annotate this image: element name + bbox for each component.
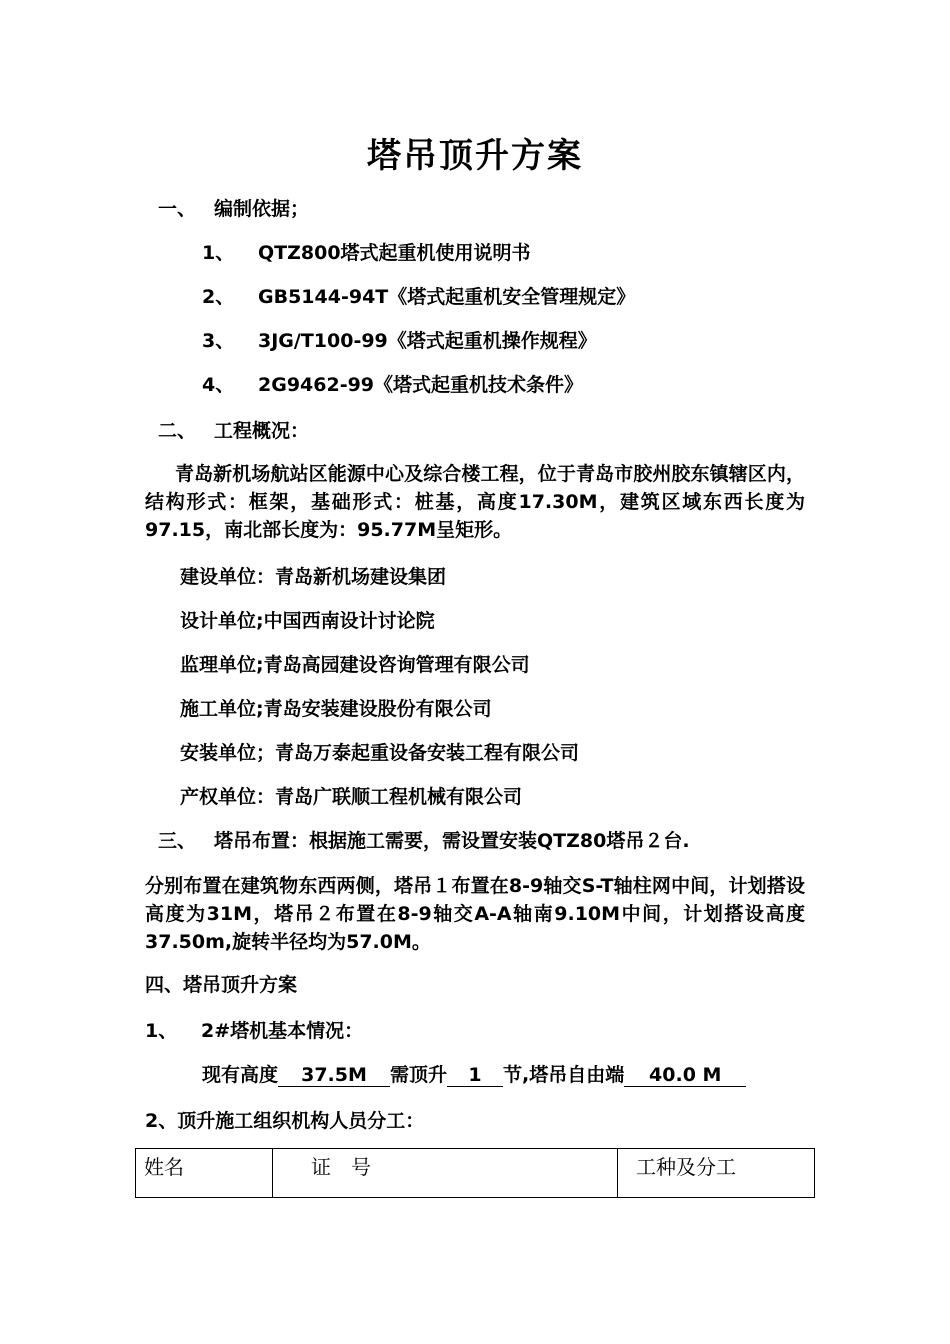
unit-line: 产权单位：青岛广联顺工程机械有限公司: [180, 786, 523, 808]
crane-status-line: [202, 1062, 746, 1088]
subsection-1-title: 2#塔机基本情况：: [201, 1020, 364, 1042]
reference-item-text: 2G9462-99《塔式起重机技术条件》: [258, 374, 584, 396]
reference-item: [202, 328, 597, 354]
page-title: 塔吊顶升方案: [367, 136, 583, 176]
section-2-heading: [158, 418, 309, 444]
section-1-heading: [158, 196, 309, 222]
section-4-heading: 四、塔吊顶升方案: [145, 974, 298, 996]
reference-item: [202, 284, 635, 310]
project-overview-paragraph: 青岛新机场航站区能源中心及综合楼工程，位于青岛市胶州胶东镇辖区内，结构形式：框架，基础形式：桩基，高度17.30M，建筑区域东西长度为97.15，南北部长度为：95.77M呈矩形。: [145, 463, 805, 541]
section-2-title: 工程概况：: [214, 420, 310, 442]
section-2-number: 二、: [158, 420, 197, 442]
section-3-number: 三、: [158, 830, 197, 852]
table-header-role: 工种及分工: [618, 1149, 815, 1198]
table-header-row: [136, 1149, 815, 1198]
tower-crane-layout-paragraph: 分别布置在建筑物东西两侧，塔吊１布置在8-9轴交S-T轴柱网中间，计划搭设高度为31M，塔吊２布置在8-9轴交A-A轴南9.10M中间，计划搭设高度37.50m,旋转半径均为57.0M。: [145, 875, 805, 953]
subsection-1-heading: [145, 1018, 363, 1044]
unit-line: 设计单位;中国西南设计讨论院: [180, 610, 435, 632]
reference-item-text: GB5144-94T《塔式起重机安全管理规定》: [258, 286, 636, 308]
reference-item: [202, 240, 531, 266]
unit-line: 建设单位：青岛新机场建设集团: [180, 566, 447, 588]
subsection-2-heading: 2、顶升施工组织机构人员分工：: [145, 1110, 425, 1132]
table-header-certificate: 证 号: [273, 1149, 618, 1198]
climb-sections-value: 1: [447, 1064, 503, 1087]
table-header-name: 姓名: [136, 1149, 273, 1198]
reference-item-number: 3、: [202, 330, 235, 352]
climb-sections-label: 需顶升: [390, 1064, 448, 1086]
section-1-number: 一、: [158, 198, 197, 220]
current-height-value: 37.5M: [278, 1064, 390, 1087]
unit-line: 施工单位;青岛安装建设股份有限公司: [180, 698, 492, 720]
staff-table: [135, 1148, 815, 1198]
section-1-title: 编制依据；: [214, 198, 310, 220]
reference-item: [202, 372, 583, 398]
subsection-1-number: 1、: [145, 1020, 178, 1042]
section-3-title: 塔吊布置：根据施工需要，需设置安装QTZ80塔吊２台.: [214, 830, 690, 852]
reference-item-number: 2、: [202, 286, 235, 308]
unit-line: 安装单位；青岛万泰起重设备安装工程有限公司: [180, 742, 580, 764]
reference-item-text: QTZ800塔式起重机使用说明书: [258, 242, 531, 264]
reference-item-number: 1、: [202, 242, 235, 264]
reference-item-number: 4、: [202, 374, 235, 396]
section-3-heading: [158, 828, 690, 854]
unit-line: 监理单位;青岛高园建设咨询管理有限公司: [180, 654, 530, 676]
reference-item-text: 3JG/T100-99《塔式起重机操作规程》: [258, 330, 597, 352]
free-end-label: 节,塔吊自由端: [503, 1064, 625, 1086]
current-height-label: 现有高度: [202, 1064, 279, 1086]
free-end-value: 40.0 M: [624, 1064, 746, 1087]
